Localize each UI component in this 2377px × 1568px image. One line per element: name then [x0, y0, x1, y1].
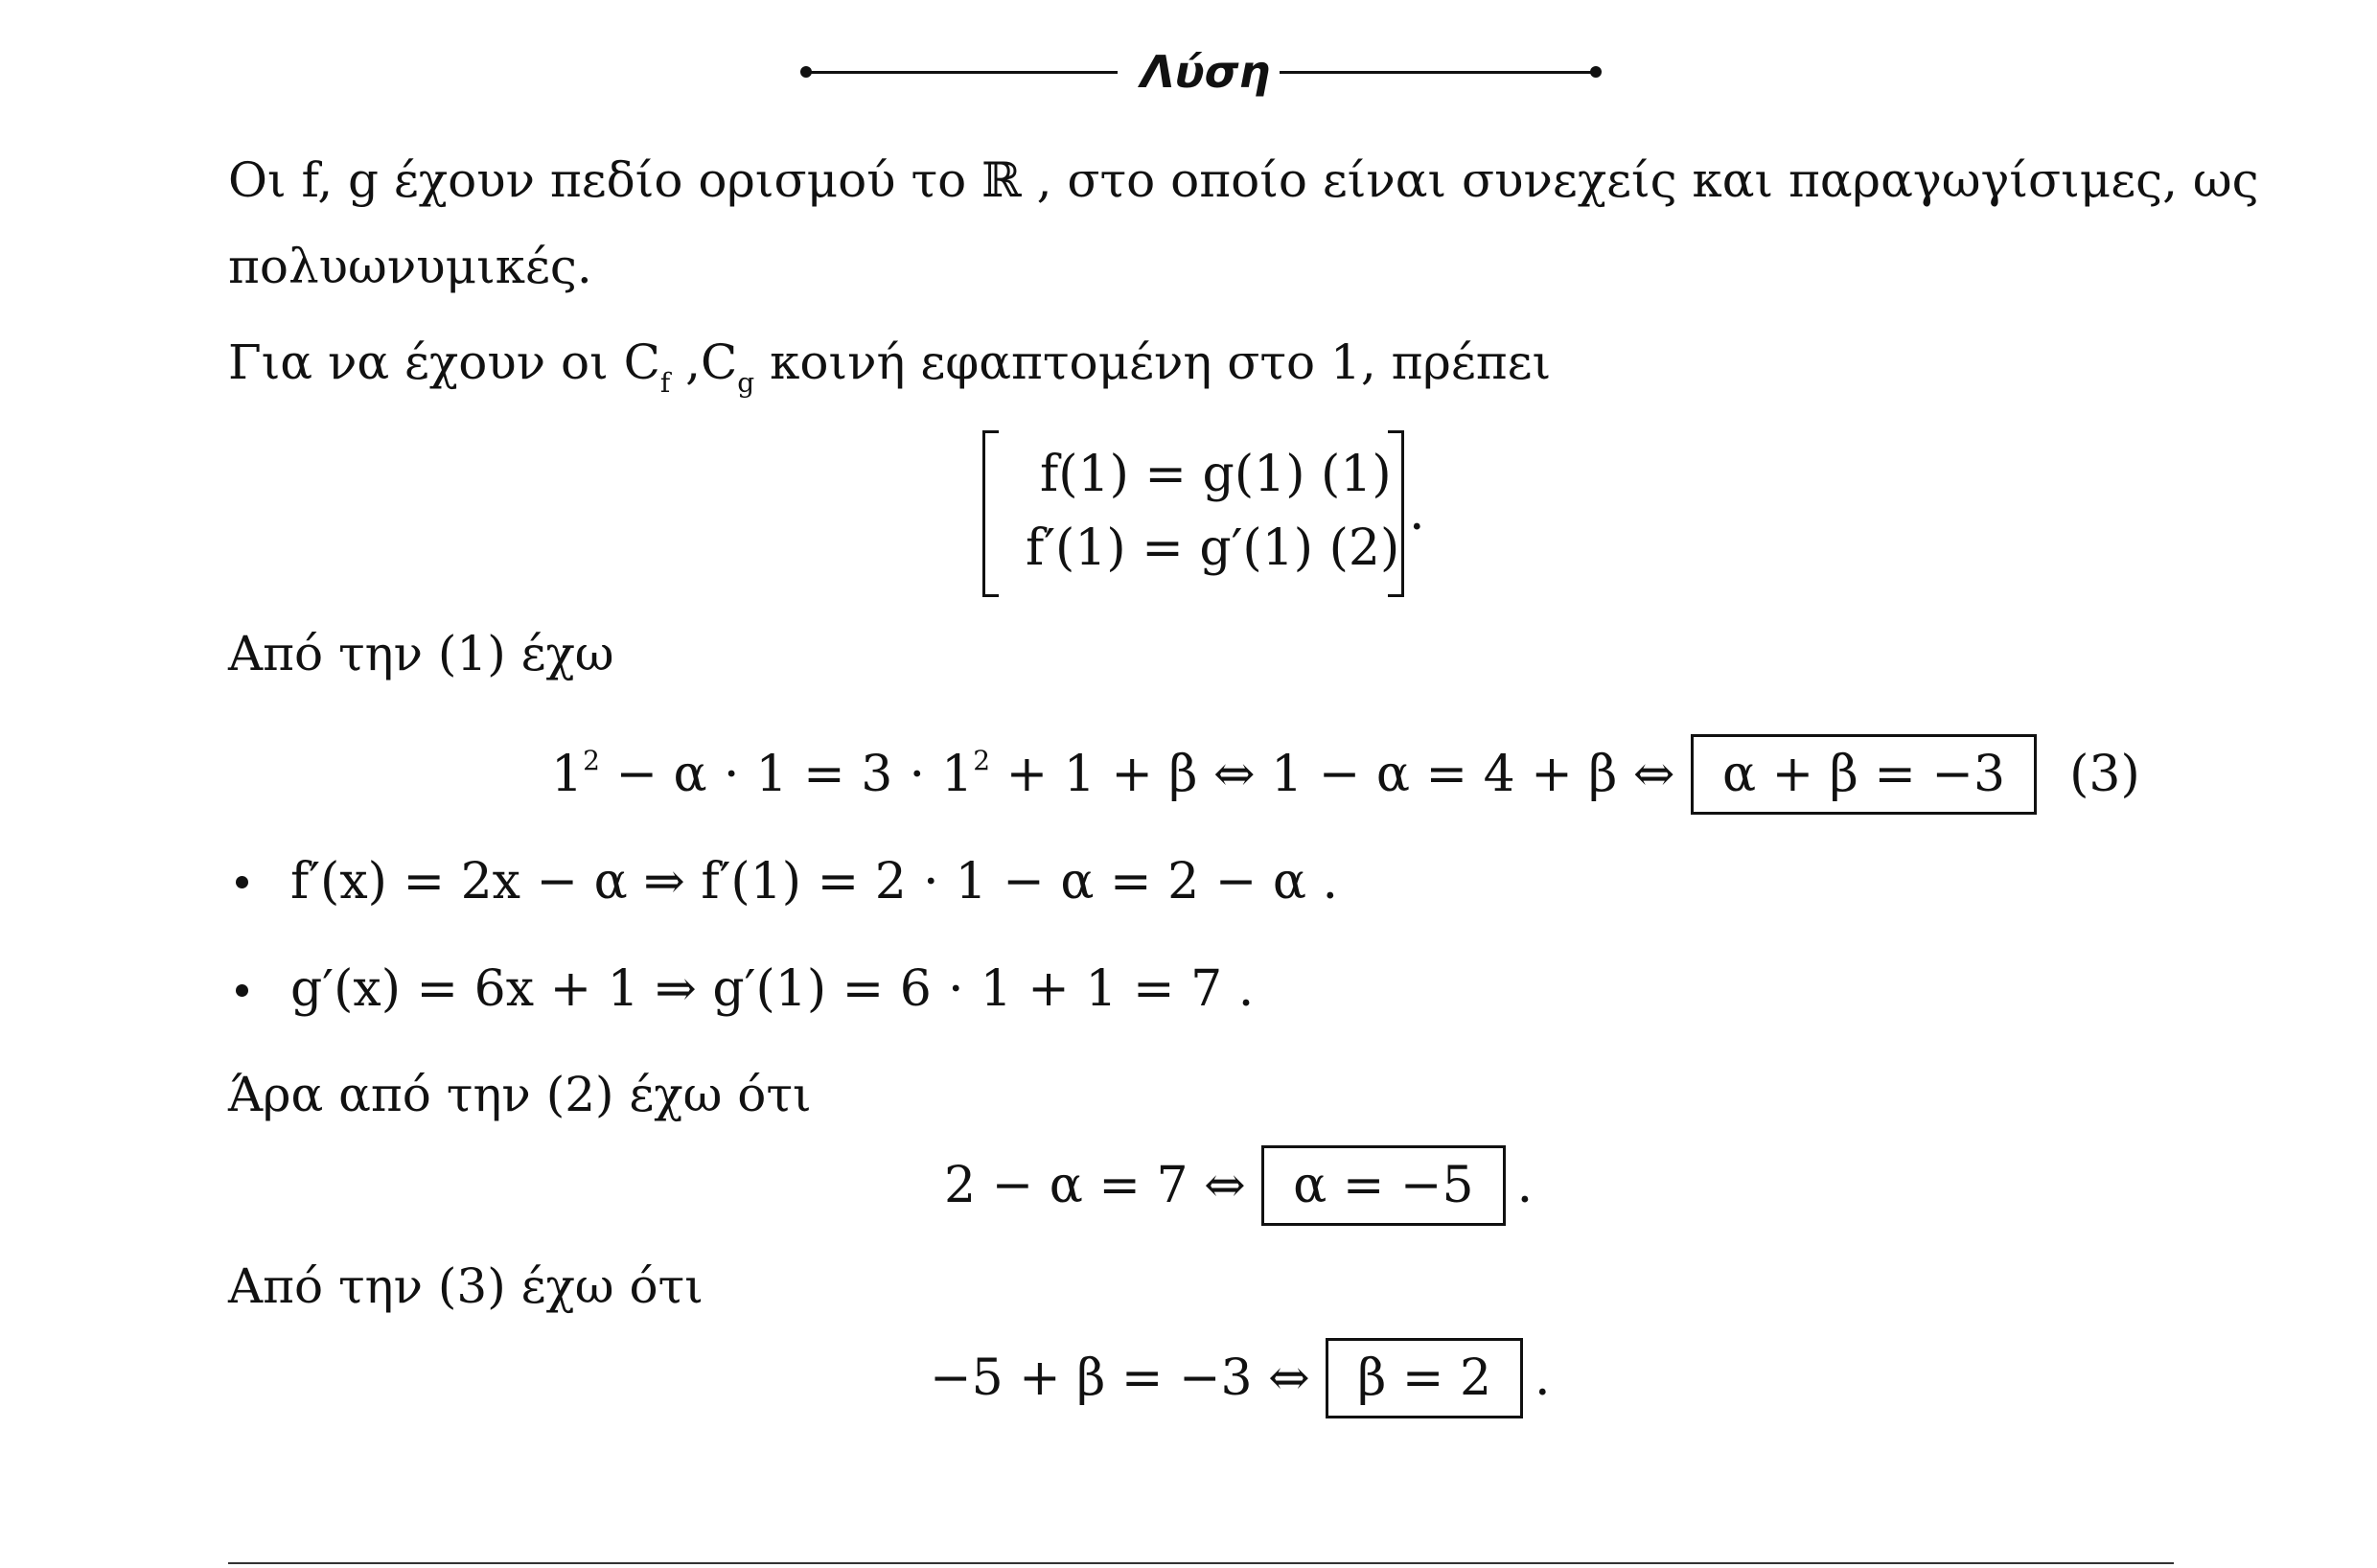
text-segment: κοινή εφαπτομένη στο 1, πρέπει: [754, 334, 1552, 390]
subscript-f: f: [659, 367, 671, 399]
text-segment: Για να έχουν οι C: [228, 334, 660, 390]
header-right-dot: [1590, 66, 1602, 78]
header-left-rule: [806, 71, 1118, 74]
system-row-1: f(1) = g(1) (1): [1040, 446, 1392, 503]
header-right-rule: [1280, 71, 1596, 74]
paragraph-domain-line2: πολυωνυμικές.: [228, 239, 592, 294]
system-row-2: f′(1) = g′(1) (2): [1026, 519, 1400, 577]
math-segment: + 1 + β ⇔ 1 − α = 4 + β ⇔: [990, 746, 1691, 803]
boxed-result-alpha: α = −5: [1261, 1145, 1505, 1226]
system-right-bracket: [1388, 430, 1404, 597]
system-left-bracket: [982, 430, 999, 597]
header-title: Λύση: [1141, 46, 1271, 98]
bullet-derivative-f: f′(x) = 2x − α ⇒ f′(1) = 2 ⋅ 1 − α = 2 − α .: [290, 853, 1338, 911]
paragraph-tangent-condition: [228, 334, 1551, 412]
paragraph-from-1: Από την (1) έχω: [228, 626, 614, 681]
math-segment: − α ⋅ 1 = 3 ⋅ 1: [599, 746, 974, 803]
subscript-g: g: [737, 367, 755, 399]
text-segment: Οι f, g έχουν πεδίο ορισμού το: [228, 152, 982, 208]
equation-system: [982, 427, 1442, 599]
equation-tag-3: (3): [2069, 746, 2140, 803]
boxed-result-alpha-plus-beta: α + β = −3: [1691, 734, 2037, 815]
boxed-result-beta: β = 2: [1326, 1338, 1523, 1418]
system-period: .: [1409, 484, 1425, 542]
paragraph-from-3: Από την (3) έχω ότι: [228, 1258, 704, 1314]
bullet-dot: [236, 984, 248, 997]
math-segment: −5 + β = −3 ⇔: [930, 1349, 1327, 1407]
equation-beta: [930, 1338, 1551, 1418]
bullet-dot: [236, 876, 248, 888]
text-segment: ,C: [670, 334, 738, 390]
bottom-rule: [228, 1562, 2174, 1564]
bullet-derivative-g: g′(x) = 6x + 1 ⇒ g′(1) = 6 ⋅ 1 + 1 = 7 .: [290, 960, 1255, 1018]
math-segment: 2 − α = 7 ⇔: [944, 1157, 1262, 1214]
superscript: 2: [973, 745, 991, 776]
paragraph-from-2: Άρα από την (2) έχω ότι: [228, 1067, 812, 1122]
math-period: .: [1535, 1349, 1551, 1407]
math-segment: 1: [551, 746, 584, 803]
equation-alpha-beta: [551, 730, 2140, 815]
solution-header: [800, 38, 1605, 105]
text-segment: , στο οποίο είναι συνεχείς και παραγωγίσιμες, ως: [1021, 152, 2259, 208]
equation-alpha: [944, 1145, 1533, 1226]
paragraph-domain-line1: [228, 151, 2259, 209]
superscript: 2: [583, 745, 600, 776]
real-numbers-symbol: ℝ: [981, 152, 1022, 208]
math-period: .: [1516, 1157, 1534, 1214]
